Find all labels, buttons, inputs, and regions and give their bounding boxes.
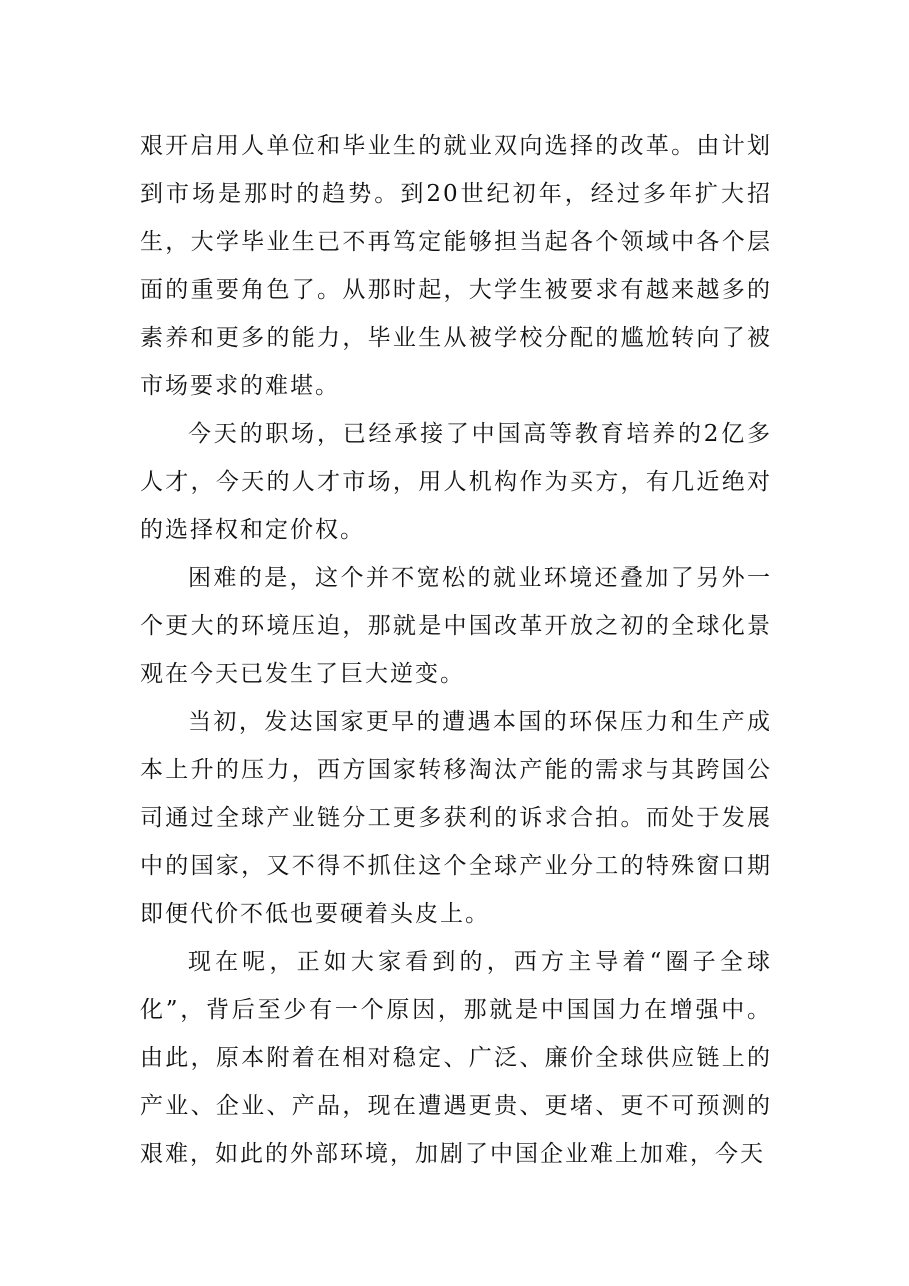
document-body: [140, 122, 772, 1178]
paragraph-global-industry: 当初，发达国家更早的遭遇本国的环保压力和生产成本上升的压力，西方国家转移淘汰产能的需求与其跨国公司通过全球产业链分工更多获利的诉求合拍。而处于发展中的国家，又不得不抓住这个全球产业分工的特殊窗口期即便代价不低也要硬着头皮上。: [140, 709, 772, 927]
paragraph-environment-pressure: 困难的是，这个并不宽松的就业环境还叠加了另外一个更大的环境压迫，那就是中国改革开放之初的全球化景观在今天已发生了巨大逆变。: [140, 565, 772, 687]
paragraph-circle-globalization: 现在呢，正如大家看到的，西方主导着“圈子全球化”，背后至少有一个原因，那就是中国国力在增强中。由此，原本附着在相对稳定、广泛、廉价全球供应链上的产业、企业、产品，现在遭遇更贵、更堵、更不可预测的艰难，如此的外部环境，加剧了中国企业难上加难，今天: [140, 949, 772, 1167]
paragraph-talent-market: 今天的职场，已经承接了中国高等教育培养的2亿多人才，今天的人才市场，用人机构作为买方，有几近绝对的选择权和定价权。: [140, 421, 772, 543]
paragraph-continuation: 艰开启用人单位和毕业生的就业双向选择的改革。由计划到市场是那时的趋势。到20世纪初年，经过多年扩大招生，大学毕业生已不再笃定能够担当起各个领域中各个层面的重要角色了。从那时起，大学生被要求有越来越多的素养和更多的能力，毕业生从被学校分配的尴尬转向了被市场要求的难堪。: [140, 133, 772, 399]
